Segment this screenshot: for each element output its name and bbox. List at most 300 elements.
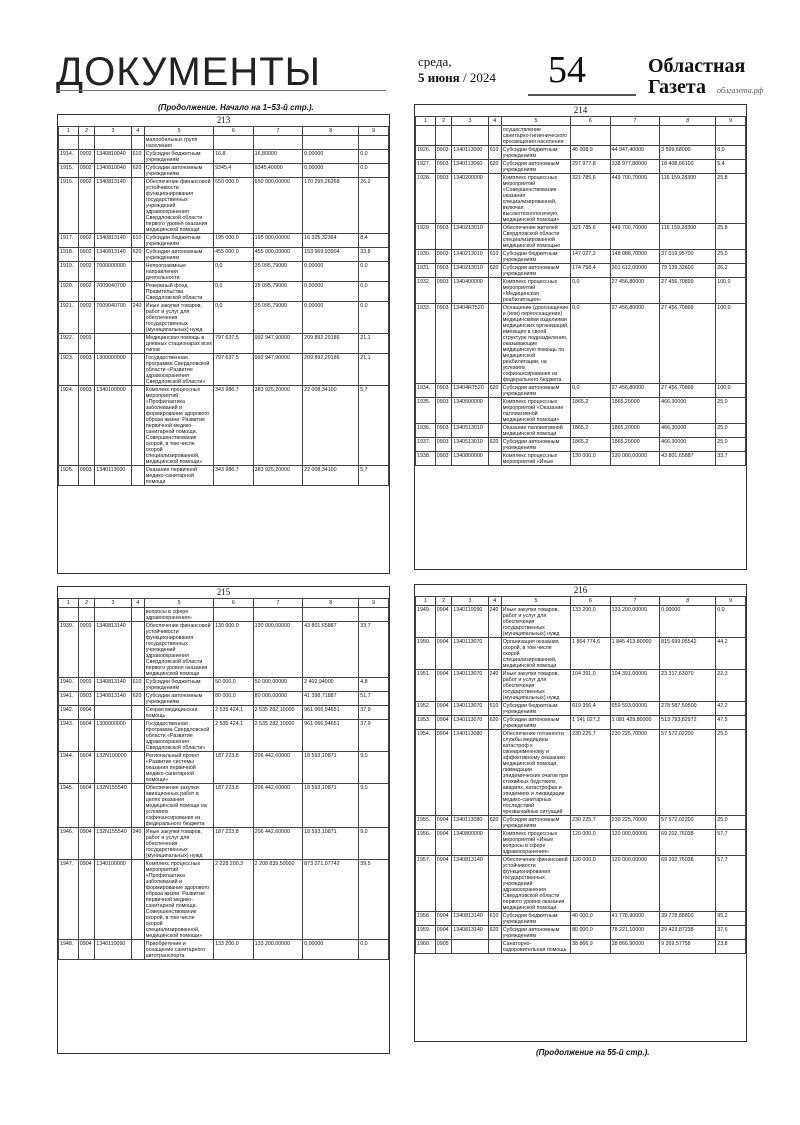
table-cell: 0905 [435,940,452,954]
table-cell: 0,0 [359,164,389,178]
table-cell: Обеспечение закупки авиационных работ в целях оказания медицинской помощи на условиях софинансирования из федерального бюджета [144,784,213,828]
table-cell: Комплекс процессных мероприятий «Иные [501,452,570,466]
table-cell: 619 356,4 [571,702,611,716]
table-row [416,278,746,304]
table-row [416,424,746,438]
table-cell: 1938. [416,452,436,466]
table-cell: 1917. [59,234,79,248]
table-cell [303,608,359,622]
table-cell: 0,00000 [303,150,359,164]
table-cell: 0903 [435,174,452,224]
table-row [416,304,746,384]
table-cell: 209 892,29186 [303,354,359,386]
table-cell: 961 066,94651 [303,720,359,752]
table-cell: 35 095,79000 [253,262,303,282]
budget-table [415,596,746,954]
table-cell: 8,0 [716,146,746,160]
table-cell: 1 081 429,80000 [610,716,660,730]
column-header: 4 [488,597,501,606]
table-cell: Обеспечение финансовой устойчивости функционирования государственных учреждений здравоохранения Свердловской области первого уровня оказания медицинской помощи [501,856,570,912]
table-cell: 0903 [78,354,95,386]
column-header: 7 [253,599,303,608]
column-header: 8 [303,127,359,136]
table-cell: 1340113080 [452,730,488,816]
table-cell [488,452,501,466]
table-cell: 1939. [59,622,79,678]
table-cell: 0902 [78,248,95,262]
table-cell: 240 [488,670,501,702]
table-cell: 0,0 [214,282,254,302]
table-cell: 25,8 [716,224,746,250]
table-cell: 9,0 [359,784,389,828]
table-cell: 0902 [78,234,95,248]
table-cell: 1926. [416,146,436,160]
issue-date [418,54,496,86]
table-cell [610,126,660,146]
table-row [59,164,389,178]
table-row [59,386,389,466]
table-cell [488,830,501,856]
budget-table [415,116,746,466]
table-cell: 278 587,59500 [660,702,716,716]
table-cell: Субсидии бюджетным учреждениям [501,250,570,264]
table-cell: 620 [488,716,501,730]
table-cell: 18 593,10871 [303,752,359,784]
table-cell: 240 [131,828,144,860]
table-cell: 1940. [59,678,79,692]
table-cell: 1340213010 [452,224,488,250]
table-cell: 0904 [78,784,95,828]
table-cell [452,126,488,146]
table-cell: 206 442,60000 [253,828,303,860]
table-cell: 0,0 [716,606,746,638]
table-cell: 130 000,00000 [610,452,660,466]
table-panel-215 [57,586,390,1054]
table-cell: 33,7 [359,622,389,678]
table-cell: 620 [488,816,501,830]
table-cell: осуществление санитарно-гигиенического просвещения населения [501,126,570,146]
table-cell: 26,2 [716,264,746,278]
table-cell: 1916. [59,178,79,234]
column-header: 1 [59,599,79,608]
table-cell: 1933. [416,304,436,384]
table-cell: Непрограммные направления деятельности [144,262,213,282]
table-row [416,638,746,670]
table-cell: 120 000,00000 [610,830,660,856]
table-cell: 338 977,80000 [610,160,660,174]
column-header: 1 [416,117,436,126]
table-cell: 18 593,10871 [303,828,359,860]
table-cell: 1340113080 [452,816,488,830]
table-cell: Субсидии автономным учреждениям [501,160,570,174]
table-cell: 1930. [416,250,436,264]
table-cell: 1920. [59,282,79,302]
table-cell: 44 947,40000 [610,146,660,160]
table-row [416,670,746,702]
table-cell: 27 456,70899 [660,278,716,304]
table-cell [131,784,144,828]
table-cell: Иные закупки товаров, работ и услуг для обеспечения государственных (муниципальных) нужд [501,670,570,702]
table-cell: 1340813140 [95,248,131,262]
table-cell: 130 000,0 [571,452,611,466]
table-cell: 22 008,34100 [303,466,359,486]
table-cell: 1340513010 [452,438,488,452]
table-cell: 0903 [435,250,452,264]
table-cell [131,608,144,622]
table-cell: 21,1 [359,334,389,354]
table-cell [95,706,131,720]
panel-title: 213 [216,115,231,125]
table-cell: 0,00000 [660,606,716,638]
table-cell: 2 402,94000 [303,678,359,692]
table-cell: 187 223,8 [214,784,254,828]
table-cell: 0904 [78,720,95,752]
table-cell: 25,0 [716,250,746,264]
table-cell: 33,7 [716,452,746,466]
table-cell: 0,0 [359,302,389,334]
column-header: 6 [571,117,611,126]
column-header: 4 [131,127,144,136]
table-cell: 5,4 [716,160,746,174]
table-cell: 132N155540 [95,828,131,860]
table-row [416,174,746,224]
table-cell: 650 000,0 [214,178,254,234]
table-cell [131,622,144,678]
table-cell: 610 [131,678,144,692]
table-cell: 0904 [435,816,452,830]
table-cell: 1955. [416,816,436,830]
table-cell: Комплекс процессных мероприятий «Медицинская реабилитация» [501,278,570,304]
table-cell: 3 599,68000 [660,146,716,160]
table-cell: 992 947,90000 [253,354,303,386]
table-cell: 148 088,70000 [610,250,660,264]
continued-from-note: (Продолжение. Начало на 1–53-й стр.). [158,103,314,112]
table-cell: 1958. [416,912,436,926]
table-cell: 1915. [59,164,79,178]
table-cell: 961 066,94651 [303,706,359,720]
table-cell: 1340100000 [95,386,131,466]
table-row [59,234,389,248]
table-cell: 120 000,0 [571,830,611,856]
table-cell: 39,5 [359,860,389,940]
table-cell: 41 398,71887 [303,692,359,706]
table-cell: 0,0 [359,262,389,282]
table-cell: 0903 [78,678,95,692]
table-row [59,784,389,828]
table-cell: 9,0 [359,752,389,784]
table-cell: 35 095,79000 [253,282,303,302]
table-cell [488,856,501,912]
table-cell: 2 535 424,1 [214,720,254,752]
table-cell [131,720,144,752]
table-cell: 0904 [435,716,452,730]
table-cell [59,608,79,622]
table-cell: 0904 [78,828,95,860]
table-cell [131,752,144,784]
table-cell: 38 866,9 [571,940,611,954]
table-cell: Субсидии бюджетным учреждениям [144,234,213,248]
panel-title: 215 [216,587,231,597]
column-header: 9 [716,117,746,126]
page-number: 54 [548,49,586,91]
table-cell: 9345,4 [214,164,254,178]
table-cell: 1952. [416,702,436,716]
table-cell [488,730,501,816]
table-cell: 13404R7520 [452,304,488,384]
table-cell: 1340113000 [95,466,131,486]
table-cell: 104 391,0 [571,670,611,702]
table-cell: 18 408,66100 [660,160,716,174]
table-cell: 1941. [59,692,79,706]
table-cell: Оказание паллиативной медицинской помощи [501,424,570,438]
table-cell: 27 456,80000 [610,384,660,398]
table-cell [131,386,144,466]
table-cell: 343 986,7 [214,386,254,466]
table-cell: 449 700,70000 [610,174,660,224]
table-cell: 1947. [59,860,79,940]
table-cell: Скорая медицинская помощь [144,706,213,720]
table-row [59,248,389,262]
table-cell: 620 [131,692,144,706]
table-cell: 321 785,6 [571,224,611,250]
table-row [59,828,389,860]
column-header: 3 [95,127,131,136]
table-cell: 132N100000 [95,752,131,784]
table-cell: 1340813140 [95,678,131,692]
table-cell [59,136,79,150]
table-cell: 57 572,02200 [660,816,716,830]
table-cell: 130 000,00000 [253,622,303,678]
table-cell [131,860,144,940]
section-title: ДОКУМЕНТЫ [56,50,322,94]
table-cell: 1943. [59,720,79,752]
table-cell: Субсидии автономным учреждениям [144,164,213,178]
table-cell: 0903 [78,692,95,706]
table-cell: 116 159,28300 [660,224,716,250]
table-row [59,692,389,706]
table-cell: 51,7 [359,692,389,706]
table-cell: Комплекс процессных мероприятий «Оказание паллиативной медицинской помощи» [501,398,570,424]
panel-title: 216 [573,585,588,595]
column-header: 1 [416,597,436,606]
table-cell: Медицинская помощь в дневных стационарах всех типов [145,334,213,353]
table-row [59,860,389,940]
table-cell: 153 969,93904 [303,248,359,262]
table-row [416,716,746,730]
table-cell: 170 295,26268 [303,178,359,234]
table-row [416,816,746,830]
table-cell: 1954. [416,730,436,816]
table-cell: 174 758,4 [571,264,611,278]
table-cell: Субсидии бюджетным учреждениям [144,678,213,692]
table-cell: 1340513010 [452,424,488,438]
table-cell: 209 892,29186 [303,334,359,354]
table-cell: 2 208 839,50000 [253,860,303,940]
table-cell [95,608,131,622]
table-cell: 0903 [78,386,95,466]
table-cell: 1946. [59,828,79,860]
table-cell: 815 699,05542 [660,638,716,670]
table-cell: 187 223,8 [214,752,254,784]
table-cell: Резервный фонд Правительства Свердловской области [144,282,213,302]
table-cell: 42,2 [716,702,746,716]
column-header: 6 [214,599,254,608]
table-cell: 230 225,70000 [610,730,660,816]
table-cell: 50 000,00000 [253,678,303,692]
table-cell: 1929. [416,224,436,250]
table-cell: 1960. [416,940,436,954]
table-cell: 47,5 [716,716,746,730]
table-cell: 1340113070 [452,670,488,702]
table-cell: Субсидии автономным учреждениям [501,384,570,398]
table-cell [131,178,144,234]
table-cell: 57 572,02200 [660,730,716,816]
table-cell: 230 225,70000 [610,816,660,830]
table-cell: 16,8 [214,150,254,164]
table-cell: 610 [488,912,501,926]
table-header-row [416,597,746,606]
table-cell: 133 200,0 [571,606,611,638]
table-cell: 0903 [435,452,452,466]
table-cell: 0,0 [214,302,254,334]
table-cell: 1937. [416,438,436,452]
table-cell: 873 271,07742 [303,860,359,940]
table-cell [214,608,254,622]
table-cell: Обеспечение финансовой устойчивости функционирования государственных учреждений здравоохранения Свердловской области первого уровня оказания медицинской помощи [144,622,213,678]
table-cell: Государственная программа Свердловской области «Развитие здравоохранения Свердловской области» [144,354,213,386]
table-header-row [59,599,389,608]
column-header: 6 [214,127,254,136]
table-row [416,398,746,424]
table-cell: 25,8 [716,174,746,224]
table-cell: 659 593,00000 [610,702,660,716]
column-header: 1 [59,127,79,136]
table-cell: Субсидии бюджетным учреждениям [501,146,570,160]
table-cell: 0,0 [571,278,611,304]
table-cell: 0902 [78,262,95,282]
table-cell: 1949. [416,606,436,638]
table-cell: 8,4 [359,234,389,248]
table-cell: 1340400000 [452,278,488,304]
table-cell: 1925. [59,466,79,486]
table-cell [488,424,501,438]
page-number-underline [528,94,636,96]
table-cell: 0904 [435,730,452,816]
table-cell: 206 442,60000 [253,752,303,784]
table-row [59,752,389,784]
table-cell: 16 325,32364 [303,234,359,248]
table-cell: Комплекс процессных мероприятий «Совершенствование оказания специализированной, включая высокотехнологичную, медицинской помощи» [501,174,570,224]
column-header: 9 [359,127,389,136]
table-cell: 100,0 [716,304,746,384]
table-cell [131,334,144,354]
table-cell: 0903 [435,304,452,384]
table-cell: 120 000,00000 [610,856,660,912]
table-row [416,224,746,250]
table-row [416,730,746,816]
table-row [59,282,389,302]
table-cell [253,136,303,150]
table-cell: Обеспечение жителей Свердловской области специализированной медицинской помощью [501,224,570,250]
table-cell: 25,0 [716,398,746,424]
table-cell: 1919. [59,262,79,282]
column-header: 9 [716,597,746,606]
table-cell: 1950. [416,638,436,670]
table-cell: 383 925,20000 [253,386,303,466]
table-cell: 466,30000 [660,398,716,424]
table-cell: 5,7 [359,466,389,486]
table-cell: 610 [488,702,501,716]
table-cell: 0904 [435,912,452,926]
column-header: 9 [359,599,389,608]
table-cell [214,136,254,150]
table-cell: 0902 [78,150,95,164]
table-cell: 1865,2 [571,424,611,438]
table-cell: 0902 [78,178,95,234]
table-cell: 2 535 424,1 [214,706,254,720]
column-header: 5 [144,127,213,136]
table-row [416,940,746,954]
table-row [59,940,389,960]
table-cell: 0,00000 [303,282,359,302]
table-cell: Обеспечение готовности службы медицины катастроф к своевременному и эффективному оказанию медицинской помощи, ликвидации эпидемических очагов при стихийных бедствиях, авариях, катастрофах и эпидемиях и ликвидации медико-санитарных последствий чрезвычайных ситуаций [501,730,570,816]
table-cell: 79 139,32600 [660,264,716,278]
table-cell: 50 000,0 [214,678,254,692]
table-cell: 0903 [435,224,452,250]
table-cell [131,354,144,386]
table-cell: 18 593,10871 [303,784,359,828]
column-header: 5 [144,599,213,608]
table-cell: Субсидии автономным учреждениям [501,926,570,940]
table-cell: 1865,20000 [610,398,660,424]
table-cell: 0904 [435,830,452,856]
table-row [59,608,389,622]
column-header: 6 [571,597,611,606]
table-cell: 1340113070 [452,638,488,670]
table-cell [452,940,488,954]
table-cell: 466,30000 [660,424,716,438]
table-cell: 0,0 [359,940,389,960]
table-cell: Субсидии бюджетным учреждениям [501,912,570,926]
table-cell: 0903 [78,466,95,486]
table-cell: 133 200,00000 [610,606,660,638]
column-header: 2 [78,599,95,608]
column-header: 4 [131,599,144,608]
table-cell: Субсидии автономным учреждениям [501,264,570,278]
table-cell: 25,0 [716,424,746,438]
table-cell [488,304,501,384]
table-cell: 1956. [416,830,436,856]
table-cell: 116 159,28300 [660,174,716,224]
section-underline [56,90,386,91]
table-cell: 0903 [435,398,452,424]
column-header: 4 [488,117,501,126]
table-cell: Иные закупки товаров, работ и услуг для обеспечения государственных (муниципальных) нужд [144,302,213,334]
table-cell: 1865,2 [571,398,611,424]
table-cell: Комплекс процессных мероприятий «Иные вопросы в сфере здравоохранения» [501,830,570,856]
table-cell: 0904 [435,702,452,716]
table-cell: 0,0 [571,304,611,384]
budget-table [58,126,389,486]
table-cell: 0903 [435,264,452,278]
table-cell: 620 [131,164,144,178]
table-cell: 240 [488,606,501,638]
table-cell: 1948. [59,940,79,960]
table-cell: Субсидии автономным учреждениям [144,248,213,262]
table-panel-214 [414,104,747,570]
column-header: 7 [253,127,303,136]
column-header: 2 [78,127,95,136]
